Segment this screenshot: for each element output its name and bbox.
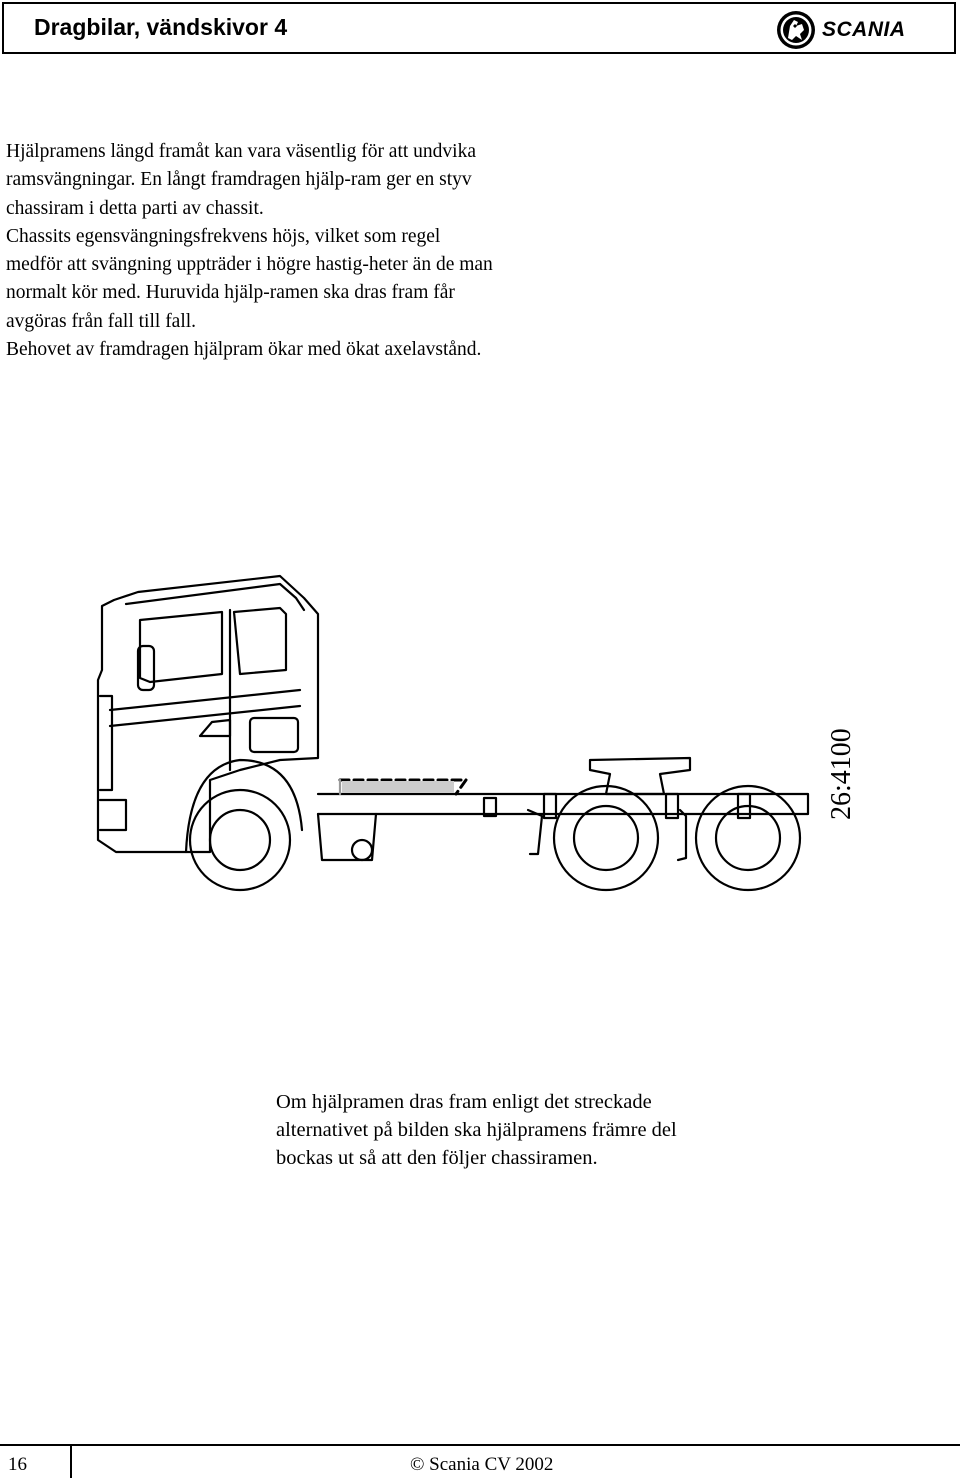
fifth-wheel bbox=[590, 758, 690, 794]
document-title: Dragbilar, vändskivor 4 bbox=[34, 14, 288, 40]
rear-wheel-1 bbox=[554, 786, 658, 890]
chassis-frame bbox=[318, 794, 808, 814]
footer-rule bbox=[0, 1444, 960, 1446]
paragraph: Chassits egensvängningsfrekvens höjs, vilket som regel medför att svängning uppträder i högre hastig-heter än de man normalt kör med. Huruvida hjälp-ramen ska dras fram får avgöras från fall till fall. bbox=[6, 225, 493, 332]
body-text bbox=[6, 138, 496, 364]
rear-wheel-2 bbox=[696, 786, 800, 890]
footer-divider bbox=[70, 1446, 72, 1478]
page-header bbox=[2, 2, 956, 54]
page-number: 16 bbox=[8, 1454, 27, 1475]
figure-caption: Om hjälpramen dras fram enligt det streckade alternativet på bilden ska hjälpramens främre del bockas ut så att den följer chassiramen. bbox=[276, 1091, 677, 1169]
truck-illustration bbox=[90, 570, 810, 910]
griffin-emblem-icon bbox=[774, 8, 818, 52]
logo-wordmark: SCANIA bbox=[822, 18, 906, 41]
figure-code: 26:4100 bbox=[826, 728, 857, 820]
door-window bbox=[234, 608, 286, 674]
paragraph: Behovet av framdragen hjälpram ökar med ökat axelavstånd. bbox=[6, 339, 482, 361]
cab-roof bbox=[126, 584, 304, 610]
copyright: © Scania CV 2002 bbox=[410, 1454, 554, 1475]
paragraph: Hjälpramens längd framåt kan vara väsentlig för att undvika ramsvängningar. En långt framdragen hjälp-ram ger en styv chassiram i detta parti av chassit. bbox=[6, 141, 476, 219]
front-wheel bbox=[190, 790, 290, 890]
scania-logo bbox=[774, 8, 942, 52]
side-vent bbox=[250, 718, 298, 752]
